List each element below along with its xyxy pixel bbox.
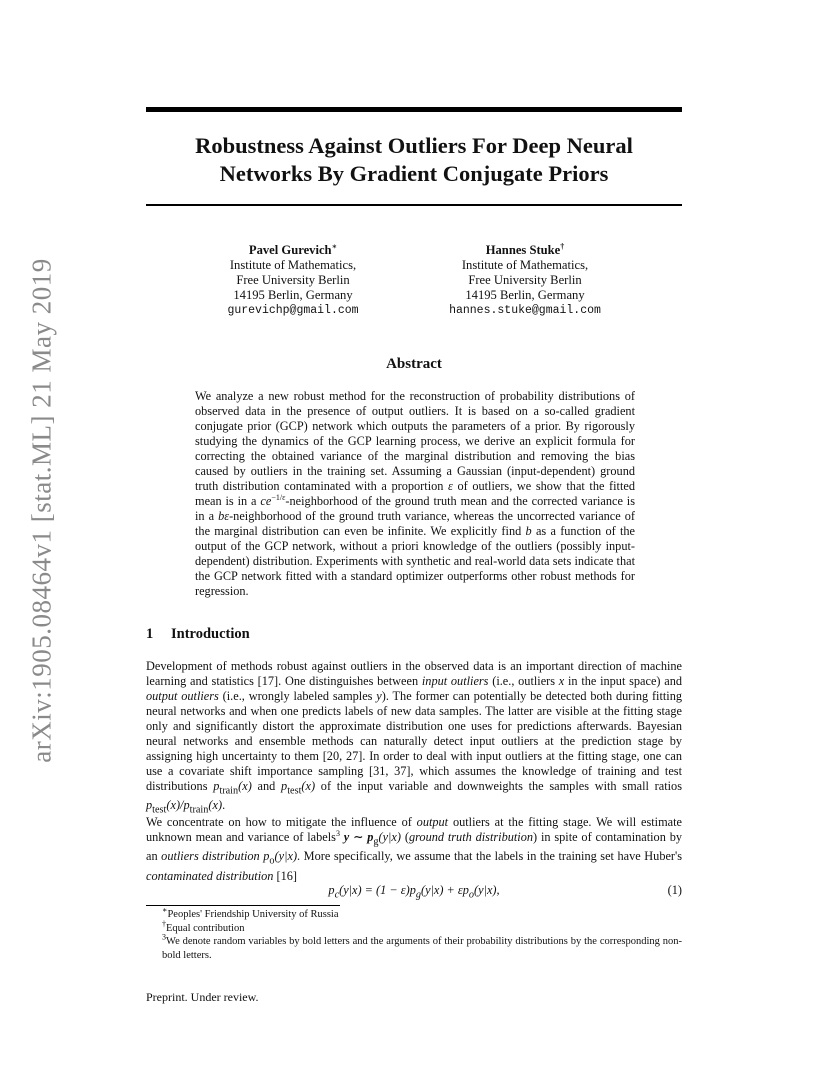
paper-title — [146, 132, 682, 188]
title-line: Robustness Against Outliers For Deep Neural — [195, 133, 633, 158]
author-block — [193, 243, 393, 318]
footnote-rule — [146, 905, 340, 906]
author-affiliation: Free University Berlin — [468, 273, 582, 287]
citation-link[interactable]: [17] — [257, 674, 279, 688]
footnote: $^3$We denote random variables by bold letters and the arguments of their probability distributions by the corresponding non-bold letters. — [162, 932, 682, 961]
section-heading: 1 Introduction — [146, 626, 250, 642]
author-name: Pavel Gurevich∗ — [248, 241, 338, 257]
citation-link[interactable]: [20, 27] — [322, 749, 363, 763]
footnote: ∗Peoples' Friendship University of Russia — [162, 905, 339, 920]
title-rule-top — [146, 107, 682, 112]
author-affiliation: Free University Berlin — [236, 273, 350, 287]
author-name: Hannes Stuke† — [485, 241, 565, 257]
footnote-ref[interactable]: 3 — [335, 828, 340, 838]
footnotes — [146, 905, 682, 962]
equation-number: (1) — [667, 883, 682, 897]
author-email[interactable]: hannes.stuke@gmail.com — [449, 304, 601, 317]
intro-paragraph: Development of methods robust against outliers in the observed data is an important direction of machine learning and statistics [17]. One distinguishes between input outliers (i.e., outliers x in the input space) and output outliers (i.e., wrongly labeled samples y). The former can potentially be detected both during fitting neural networks and when one predicts labels of new data samples. The latter are visible at the fitting stage only and significantly distort the approximate distribution one uses for predictions afterwards. Bayesian neural networks and ensemble methods can naturally detect input outliers at the prediction stage by assigning high uncertainty to them [20, 27]. In order to deal with input outliers at the fitting stage, one can use a covariate shift importance sampling [31, 37], which assumes the knowledge of training and test distributions $p_{train}(x)$ and $p_{test}(x)$ of the input variable and downweights the samples with small ratios $p_{test}(x)/p_{train}(x)$. — [146, 659, 683, 816]
preprint-note: Preprint. Under review. — [146, 990, 259, 1004]
author-affiliation: Institute of Mathematics, — [461, 258, 589, 272]
intro-paragraph: We concentrate on how to mitigate the influence of output outliers at the fitting stage. We will estimate unknown mean and variance of labels$^3$ y ∼ $p_g(y|x)$ (ground truth distribution) in spite of contamination by an outliers distribution $p_o(y|x)$. More specifically, we assume that the labels in the training set have Huber's contaminated distribution [16] — [146, 815, 683, 883]
author-mark: ∗ — [331, 241, 338, 251]
abstract-heading: Abstract — [386, 356, 442, 372]
author-mark: † — [560, 241, 565, 251]
author-email[interactable]: gurevichp@gmail.com — [227, 304, 359, 317]
title-rule-bottom — [146, 204, 682, 206]
arxiv-stamp: arXiv:1905.08464v1 [stat.ML] 21 May 2019 — [26, 257, 57, 763]
title-line: Networks By Gradient Conjugate Priors — [219, 161, 609, 186]
author-affiliation: 14195 Berlin, Germany — [233, 288, 353, 302]
citation-link[interactable]: [16] — [276, 868, 297, 883]
author-block — [425, 243, 625, 318]
abstract-text: We analyze a new robust method for the reconstruction of probability distributions of observed data in the presence of output outliers. It is based on a so-called gradient conjugate prior (GCP) network which outputs the parameters of a prior. By rigorously studying the dynamics of the GCP learning process, we derive an explicit formula for correcting the obtained variance of the marginal distribution and removing the bias caused by outliers in the training set. Assuming a Gaussian (input-dependent) ground truth distribution contaminated with a proportion ε of outliers, we show that the fitted mean is in a $ce^{-1/\varepsilon}$-neighborhood of the ground truth mean and the corrected variance is in a bε-neighborhood of the ground truth variance, whereas the uncorrected variance of the marginal distribution can even be infinite. We explicitly find b as a function of the output of the GCP network, without a priori knowledge of the outliers (possibly input-dependent) distribution. Experiments with synthetic and real-world data sets indicate that the GCP network fitted with a standard optimizer outperforms other robust methods for regression. — [195, 389, 635, 598]
footnote: †Equal contribution — [162, 919, 245, 934]
equation-body: $p_c(y|x) = (1 - \varepsilon)p_g(y|x) + \varepsilon p_o(y|x)$, — [328, 883, 500, 901]
author-affiliation: Institute of Mathematics, — [229, 258, 357, 272]
author-affiliation: 14195 Berlin, Germany — [465, 288, 585, 302]
citation-link[interactable]: [31, 37] — [368, 764, 411, 778]
equation-1 — [146, 883, 682, 899]
